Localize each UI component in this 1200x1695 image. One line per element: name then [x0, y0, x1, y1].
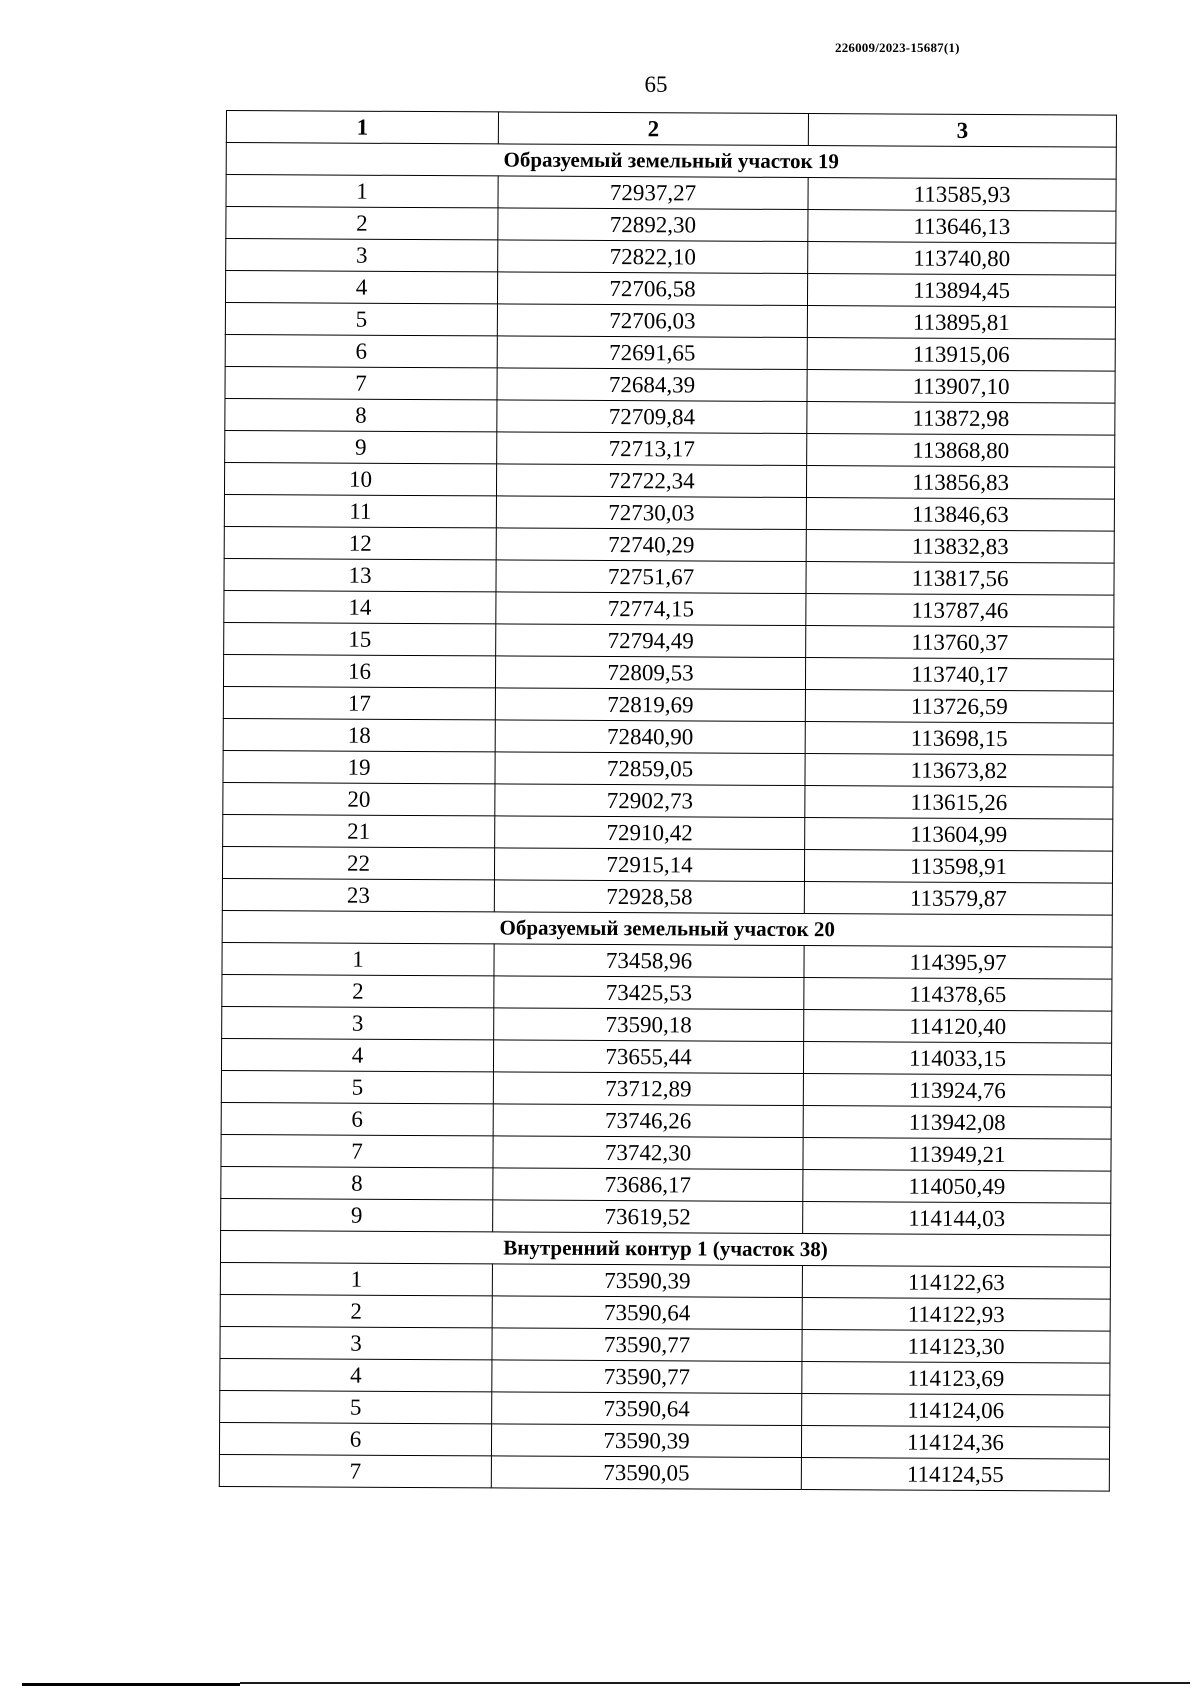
x-coordinate-cell: 72937,27	[498, 176, 808, 210]
point-number-cell: 23	[222, 878, 494, 911]
x-coordinate-cell: 73655,44	[493, 1040, 803, 1074]
x-coordinate-cell: 72684,39	[497, 368, 807, 402]
table-row	[224, 622, 1114, 659]
y-coordinate-cell: 114123,69	[802, 1362, 1110, 1396]
y-coordinate-cell: 113856,83	[806, 466, 1114, 500]
point-number-cell: 7	[219, 1454, 491, 1487]
section-header-row	[226, 143, 1116, 180]
table-row	[224, 526, 1114, 563]
table-row	[221, 1038, 1111, 1075]
y-coordinate-cell: 114123,30	[802, 1330, 1110, 1364]
y-coordinate-cell: 113615,26	[805, 786, 1113, 820]
point-number-cell: 19	[223, 750, 495, 783]
y-coordinate-cell: 113740,80	[808, 242, 1116, 276]
y-coordinate-cell: 113760,37	[806, 626, 1114, 660]
x-coordinate-cell: 73590,39	[492, 1264, 802, 1298]
table-row	[222, 846, 1112, 883]
table-row	[225, 430, 1115, 467]
x-coordinate-cell: 73742,30	[493, 1136, 803, 1170]
y-coordinate-cell: 114144,03	[803, 1202, 1111, 1236]
table-body	[219, 143, 1116, 1492]
table-row	[224, 590, 1114, 627]
table-row	[221, 1166, 1111, 1203]
y-coordinate-cell: 113868,80	[807, 434, 1115, 468]
point-number-cell: 3	[220, 1326, 492, 1359]
y-coordinate-cell: 113907,10	[807, 370, 1115, 404]
x-coordinate-cell: 72751,67	[496, 560, 806, 594]
y-coordinate-cell: 114050,49	[803, 1170, 1111, 1204]
x-coordinate-cell: 72730,03	[496, 496, 806, 530]
y-coordinate-cell: 114124,55	[801, 1458, 1109, 1492]
y-coordinate-cell: 114395,97	[804, 946, 1112, 980]
x-coordinate-cell: 72709,84	[497, 400, 807, 434]
page-number: 65	[644, 72, 668, 97]
x-coordinate-cell: 73425,53	[494, 976, 804, 1010]
table-row	[222, 942, 1112, 979]
table-row	[221, 1102, 1111, 1139]
y-coordinate-cell: 113924,76	[803, 1074, 1111, 1108]
x-coordinate-cell: 73746,26	[493, 1104, 803, 1138]
point-number-cell: 22	[222, 846, 494, 879]
table-row	[220, 1294, 1110, 1331]
footer-rule-thick	[22, 1683, 240, 1686]
table-row	[220, 1326, 1110, 1363]
x-coordinate-cell: 72713,17	[497, 432, 807, 466]
table-row	[221, 1198, 1111, 1235]
y-coordinate-cell: 114124,36	[801, 1426, 1109, 1460]
y-coordinate-cell: 113787,46	[806, 594, 1114, 628]
x-coordinate-cell: 72840,90	[495, 720, 805, 754]
y-coordinate-cell: 114122,63	[802, 1266, 1110, 1300]
table-row	[223, 750, 1113, 787]
y-coordinate-cell: 114378,65	[804, 978, 1112, 1012]
table-row	[222, 974, 1112, 1011]
x-coordinate-cell: 72706,58	[497, 272, 807, 306]
table-row	[225, 302, 1115, 339]
x-coordinate-cell: 73590,05	[491, 1456, 801, 1490]
point-number-cell: 9	[221, 1198, 493, 1231]
table-header-row	[226, 111, 1116, 148]
y-coordinate-cell: 113817,56	[806, 562, 1114, 596]
x-coordinate-cell: 72819,69	[495, 688, 805, 722]
y-coordinate-cell: 113598,91	[804, 850, 1112, 884]
y-coordinate-cell: 113673,82	[805, 754, 1113, 788]
point-number-cell: 7	[225, 366, 497, 399]
y-coordinate-cell: 113949,21	[803, 1138, 1111, 1172]
table-row	[226, 239, 1116, 276]
x-coordinate-cell: 72892,30	[498, 208, 808, 242]
table-row	[225, 271, 1115, 308]
table-row	[219, 1422, 1109, 1459]
table-row	[223, 654, 1113, 691]
point-number-cell: 5	[221, 1070, 493, 1103]
point-number-cell: 5	[225, 302, 497, 335]
point-number-cell: 11	[224, 494, 496, 527]
point-number-cell: 6	[225, 334, 497, 367]
y-coordinate-cell: 113942,08	[803, 1106, 1111, 1140]
x-coordinate-cell: 73590,39	[491, 1424, 801, 1458]
x-coordinate-cell: 73619,52	[493, 1200, 803, 1234]
point-number-cell: 15	[224, 622, 496, 655]
x-coordinate-cell: 72691,65	[497, 336, 807, 370]
section-title: Внутренний контур 1 (участок 38)	[220, 1230, 1110, 1267]
table-row	[225, 398, 1115, 435]
point-number-cell: 14	[224, 590, 496, 623]
x-coordinate-cell: 72706,03	[497, 304, 807, 338]
table-row	[224, 462, 1114, 499]
x-coordinate-cell: 73458,96	[494, 944, 804, 978]
point-number-cell: 13	[224, 558, 496, 591]
x-coordinate-cell: 73590,64	[492, 1392, 802, 1426]
table-row	[222, 1006, 1112, 1043]
y-coordinate-cell: 113846,63	[806, 498, 1114, 532]
document-number: 226009/2023-15687(1)	[835, 40, 960, 55]
x-coordinate-cell: 72928,58	[494, 880, 804, 914]
x-coordinate-cell: 73712,89	[493, 1072, 803, 1106]
y-coordinate-cell: 113646,13	[808, 210, 1116, 244]
section-header-row	[220, 1230, 1110, 1267]
y-coordinate-cell: 113579,87	[804, 882, 1112, 916]
point-number-cell: 10	[224, 462, 496, 495]
table-row	[226, 207, 1116, 244]
point-number-cell: 8	[221, 1166, 493, 1199]
point-number-cell: 18	[223, 718, 495, 751]
x-coordinate-cell: 73686,17	[493, 1168, 803, 1202]
table-row	[223, 718, 1113, 755]
table-row	[226, 175, 1116, 212]
x-coordinate-cell: 73590,18	[494, 1008, 804, 1042]
x-coordinate-cell: 72809,53	[495, 656, 805, 690]
table-row	[220, 1262, 1110, 1299]
table-row	[225, 334, 1115, 371]
y-coordinate-cell: 114033,15	[803, 1042, 1111, 1076]
table-row	[223, 686, 1113, 723]
table-row	[222, 878, 1112, 915]
x-coordinate-cell: 72722,34	[496, 464, 806, 498]
column-header-2: 2	[498, 112, 808, 146]
point-number-cell: 8	[225, 398, 497, 431]
table-row	[224, 494, 1114, 531]
point-number-cell: 20	[223, 782, 495, 815]
table-row	[221, 1070, 1111, 1107]
y-coordinate-cell: 113832,83	[806, 530, 1114, 564]
point-number-cell: 1	[220, 1262, 492, 1295]
table-row	[219, 1454, 1109, 1491]
y-coordinate-cell: 113604,99	[805, 818, 1113, 852]
column-header-1: 1	[226, 111, 498, 144]
point-number-cell: 3	[226, 239, 498, 272]
point-number-cell: 1	[226, 175, 498, 208]
x-coordinate-cell: 73590,77	[492, 1360, 802, 1394]
point-number-cell: 6	[221, 1102, 493, 1135]
point-number-cell: 9	[225, 430, 497, 463]
x-coordinate-cell: 72740,29	[496, 528, 806, 562]
point-number-cell: 16	[223, 654, 495, 687]
x-coordinate-cell: 72794,49	[496, 624, 806, 658]
x-coordinate-cell: 73590,64	[492, 1296, 802, 1330]
y-coordinate-cell: 113895,81	[807, 306, 1115, 340]
section-header-row	[222, 910, 1112, 947]
point-number-cell: 6	[219, 1422, 491, 1455]
x-coordinate-cell: 72910,42	[495, 816, 805, 850]
point-number-cell: 4	[220, 1358, 492, 1391]
point-number-cell: 21	[223, 814, 495, 847]
point-number-cell: 1	[222, 942, 494, 975]
y-coordinate-cell: 113698,15	[805, 722, 1113, 756]
point-number-cell: 3	[222, 1006, 494, 1039]
point-number-cell: 4	[221, 1038, 493, 1071]
point-number-cell: 17	[223, 686, 495, 719]
section-title: Образуемый земельный участок 20	[222, 910, 1112, 947]
x-coordinate-cell: 72822,10	[498, 240, 808, 274]
point-number-cell: 5	[220, 1390, 492, 1423]
table-row	[225, 366, 1115, 403]
x-coordinate-cell: 72915,14	[494, 848, 804, 882]
table-row	[223, 814, 1113, 851]
y-coordinate-cell: 113894,45	[807, 274, 1115, 308]
point-number-cell: 4	[225, 271, 497, 304]
y-coordinate-cell: 113585,93	[808, 178, 1116, 212]
y-coordinate-cell: 114124,06	[802, 1394, 1110, 1428]
point-number-cell: 2	[222, 974, 494, 1007]
table-row	[220, 1390, 1110, 1427]
point-number-cell: 7	[221, 1134, 493, 1167]
table-row	[221, 1134, 1111, 1171]
point-number-cell: 2	[226, 207, 498, 240]
x-coordinate-cell: 72902,73	[495, 784, 805, 818]
x-coordinate-cell: 72859,05	[495, 752, 805, 786]
y-coordinate-cell: 114122,93	[802, 1298, 1110, 1332]
table-row	[223, 782, 1113, 819]
column-header-3: 3	[808, 114, 1116, 148]
point-number-cell: 12	[224, 526, 496, 559]
y-coordinate-cell: 113915,06	[807, 338, 1115, 372]
table-row	[224, 558, 1114, 595]
y-coordinate-cell: 113726,59	[805, 690, 1113, 724]
section-title: Образуемый земельный участок 19	[226, 143, 1116, 180]
y-coordinate-cell: 113740,17	[805, 658, 1113, 692]
y-coordinate-cell: 113872,98	[807, 402, 1115, 436]
footer-rule-thin	[240, 1682, 1190, 1684]
x-coordinate-cell: 73590,77	[492, 1328, 802, 1362]
table-row	[220, 1358, 1110, 1395]
y-coordinate-cell: 114120,40	[804, 1010, 1112, 1044]
coordinates-table	[219, 110, 1117, 1492]
x-coordinate-cell: 72774,15	[496, 592, 806, 626]
point-number-cell: 2	[220, 1294, 492, 1327]
